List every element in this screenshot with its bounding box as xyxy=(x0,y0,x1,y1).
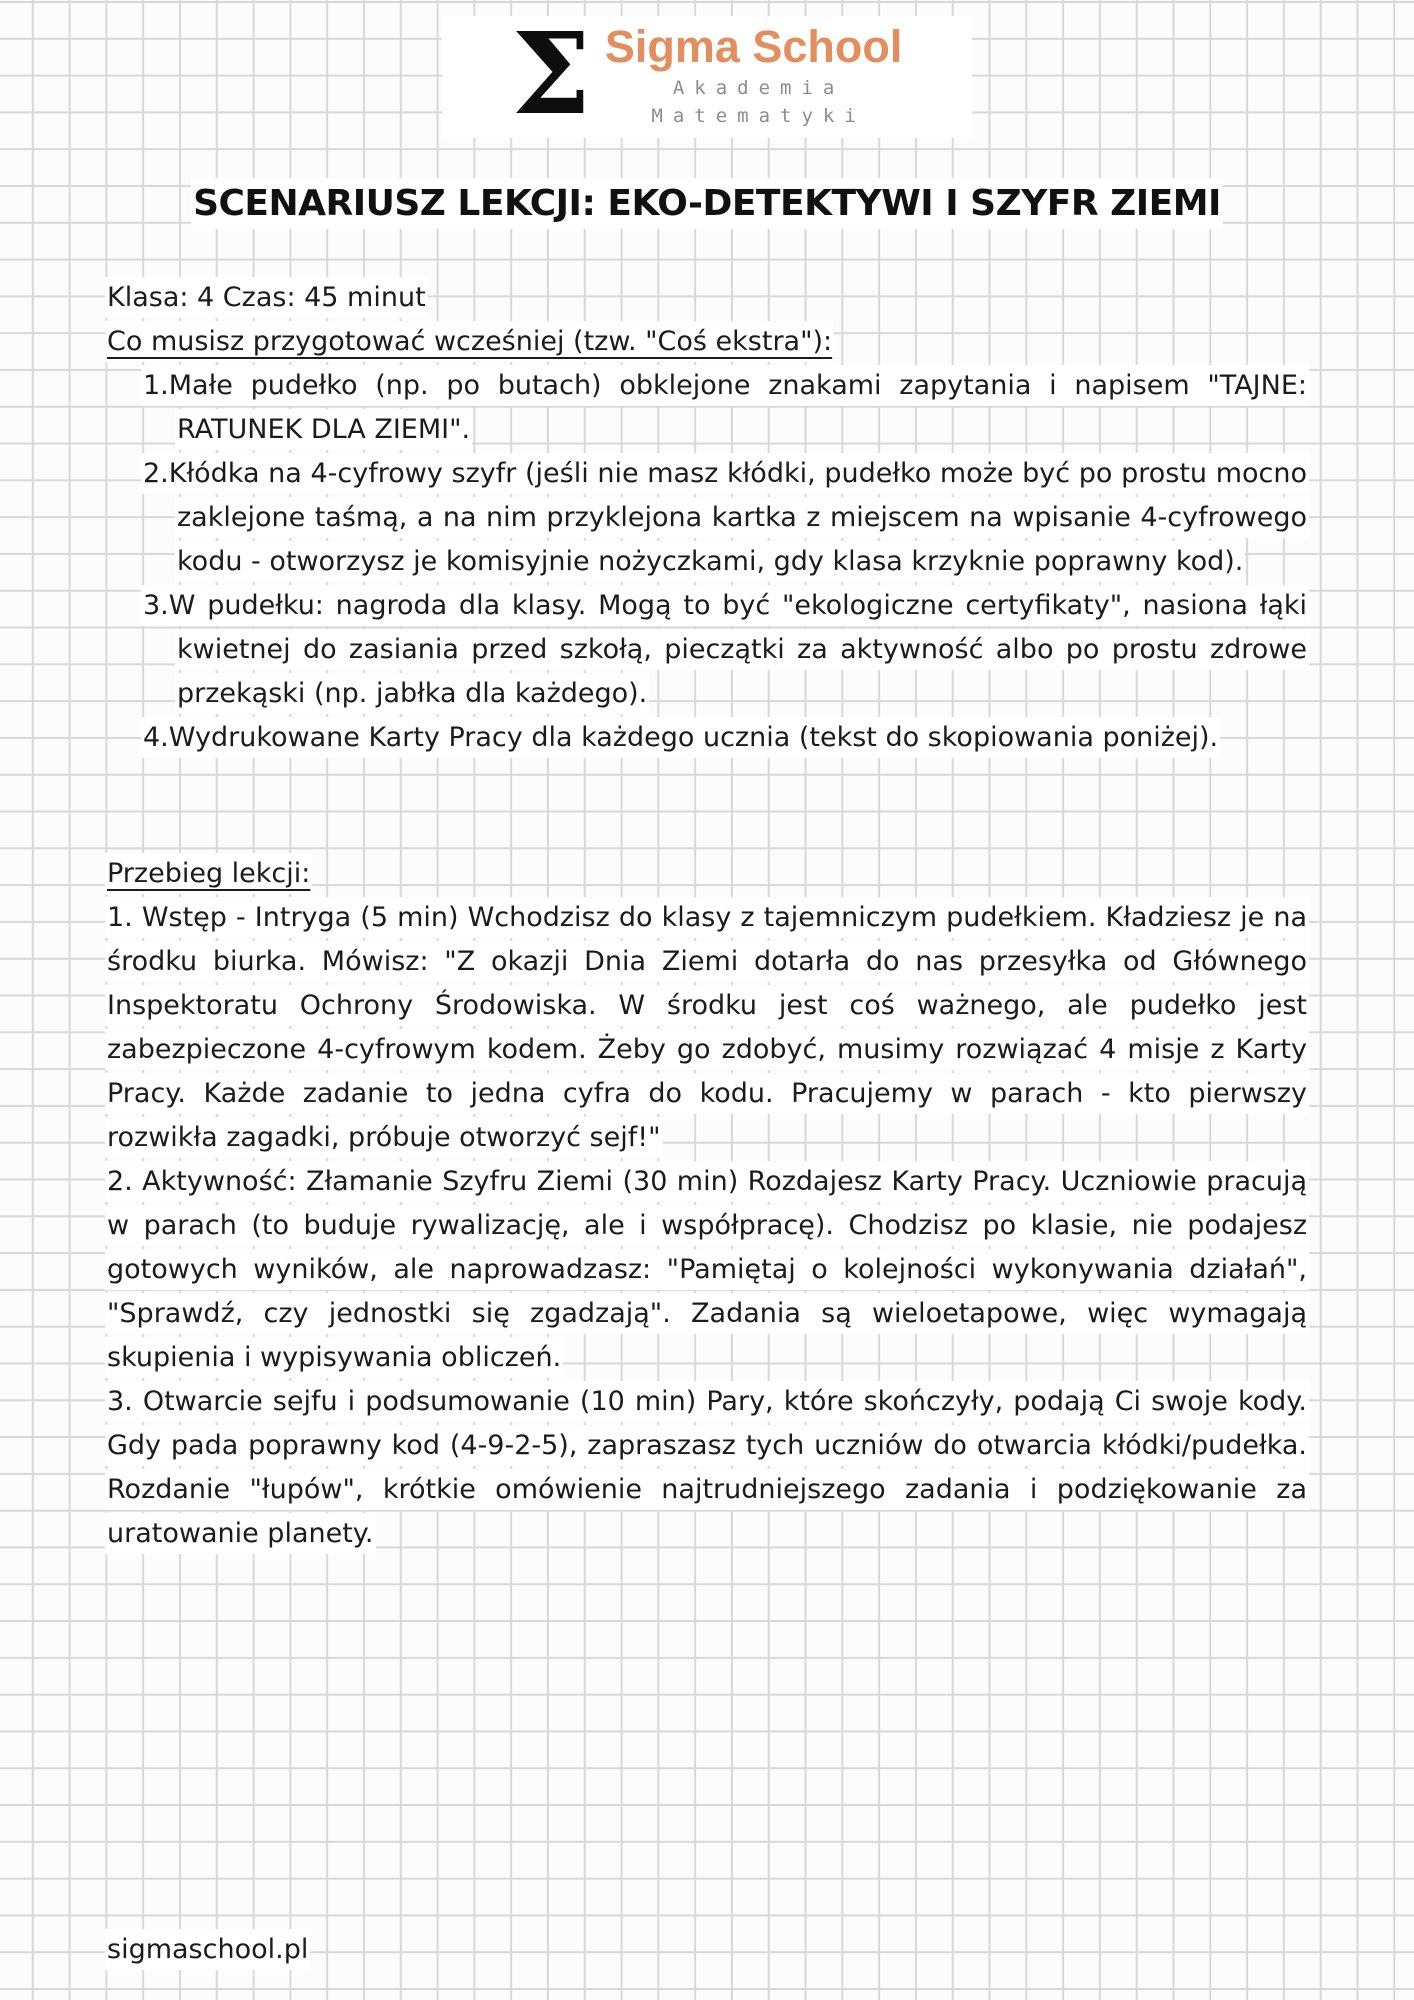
list-item-text: Wydrukowane Karty Pracy dla każdego ucznia (tekst do skopiowania poniżej). xyxy=(168,722,1219,753)
prep-list xyxy=(105,364,1309,760)
logo-text xyxy=(604,20,903,130)
brand-name: Sigma School xyxy=(604,20,903,72)
brand-subtitle-line1: Akademia xyxy=(672,76,845,99)
lesson-heading: Przebieg lekcji: xyxy=(105,852,1309,896)
section-gap xyxy=(105,760,1309,852)
lesson-paragraph: 1. Wstęp - Intryga (5 min) Wchodzisz do klasy z tajemniczym pudełkiem. Kładziesz je na środku biurka. Mówisz: "Z okazji Dnia Ziemi dotarła do nas przesyłka od Głównego Inspektoratu Ochrony Środowiska. W środku jest coś ważnego, ale pudełko jest zabezpieczone 4-cyfrowym kodem. Żeby go zdobyć, musimy rozwiązać 4 misje z Karty Pracy. Każde zadanie to jedna cyfra do kodu. Pracujemy w parach - kto pierwszy rozwikła zagadki, próbuje otworzyć sejf!" xyxy=(105,896,1309,1160)
logo xyxy=(442,9,972,141)
prep-heading: Co musisz przygotować wcześniej (tzw. "Coś ekstra"): xyxy=(105,320,1309,364)
list-item xyxy=(143,452,1309,584)
sigma-logo-icon: Σ xyxy=(511,9,591,141)
page-title: SCENARIUSZ LEKCJI: EKO-DETEKTYWI I SZYFR ZIEMI xyxy=(0,178,1414,230)
footer xyxy=(105,1928,310,1972)
list-item xyxy=(143,364,1309,452)
meta-line: Klasa: 4 Czas: 45 minut xyxy=(105,276,1309,320)
list-item-number: 1. xyxy=(143,370,169,401)
list-item-number: 2. xyxy=(143,458,169,489)
list-item-text: Kłódka na 4-cyfrowy szyfr (jeśli nie masz kłódki, pudełko może być po prostu mocno zaklejone taśmą, a na nim przyklejona kartka z miejscem na wpisanie 4-cyfrowego kodu - otworzysz je komisyjnie nożyczkami, gdy klasa krzyknie poprawny kod). xyxy=(168,458,1307,577)
list-item xyxy=(143,584,1309,716)
brand-subtitle-line2: Matematyki xyxy=(651,104,866,127)
list-item-text: Małe pudełko (np. po butach) obklejone znakami zapytania i napisem "TAJNE: RATUNEK DLA ZIEMI". xyxy=(168,370,1307,445)
document-body xyxy=(105,276,1309,1556)
footer-website: sigmaschool.pl xyxy=(105,1929,310,1970)
list-item-text: W pudełku: nagroda dla klasy. Mogą to być "ekologiczne certyfikaty", nasiona łąki kwietnej do zasiania przed szkołą, pieczątki za aktywność albo po prostu zdrowe przekąski (np. jabłka dla każdego). xyxy=(168,590,1307,709)
lesson-paragraph: 2. Aktywność: Złamanie Szyfru Ziemi (30 min) Rozdajesz Karty Pracy. Uczniowie pracują w parach (to buduje rywalizację, ale i współpracę). Chodzisz po klasie, nie podajesz gotowych wyników, ale naprowadzasz: "Pamiętaj o kolejności wykonywania działań", "Sprawdź, czy jednostki się zgadzają". Zadania są wieloetapowe, więc wymagają skupienia i wypisywania obliczeń. xyxy=(105,1160,1309,1380)
list-item-number: 4. xyxy=(143,722,169,753)
list-item-number: 3. xyxy=(143,590,169,621)
lesson-paragraph: 3. Otwarcie sejfu i podsumowanie (10 min) Pary, które skończyły, podają Ci swoje kody. Gdy pada poprawny kod (4-9-2-5), zapraszasz tych uczniów do otwarcia kłódki/pudełka. Rozdanie "łupów", krótkie omówienie najtrudniejszego zadania i podziękowanie za uratowanie planety. xyxy=(105,1380,1309,1556)
list-item xyxy=(143,716,1309,760)
